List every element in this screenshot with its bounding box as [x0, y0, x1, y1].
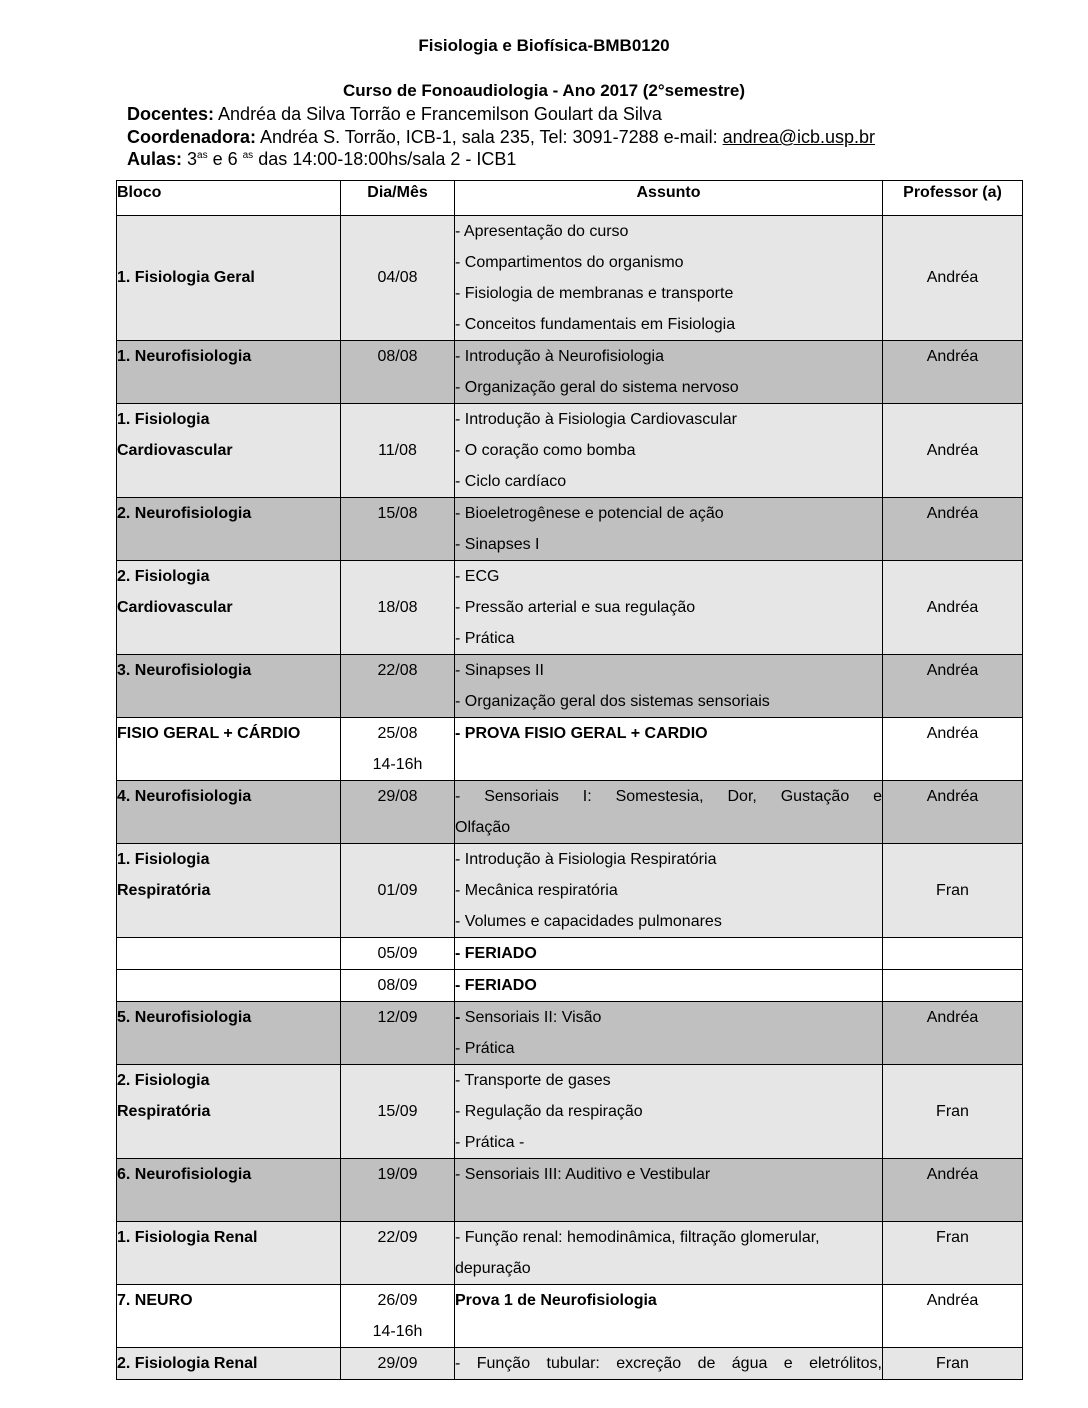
date-text: 22/09	[377, 1229, 418, 1246]
bloco-cell	[117, 404, 341, 498]
bloco-cell	[117, 655, 341, 718]
professor-cell: Fran	[883, 1065, 1023, 1159]
aulas-rest: das 14:00-18:00hs/sala 2 - ICB1	[253, 149, 517, 169]
table-row	[117, 1002, 1023, 1065]
table-row	[117, 970, 1023, 1002]
bloco-text: 2. Fisiologia	[117, 1072, 210, 1089]
table-row	[117, 938, 1023, 970]
subject-line: - Sinapses I	[455, 536, 540, 553]
coordenadora-line	[127, 126, 875, 148]
professor-cell	[883, 1348, 1023, 1380]
empty-line	[455, 1190, 882, 1221]
bloco-cell	[117, 1222, 341, 1285]
professor-text: Fran	[936, 1229, 969, 1246]
professor-text: Andréa	[926, 505, 979, 522]
date-cell: 04/08	[341, 216, 455, 341]
date-cell	[341, 938, 455, 970]
subject-line: - Prática	[455, 1040, 515, 1057]
professor-text: Fran	[936, 1355, 969, 1372]
date-cell: 11/08	[341, 404, 455, 498]
professor-cell	[883, 781, 1023, 844]
docentes-value: Andréa da Silva Torrão e Francemilson Goulart da Silva	[214, 104, 662, 124]
professor-text: Andréa	[926, 1009, 979, 1026]
table-row	[117, 1065, 1023, 1159]
professor-cell	[883, 1002, 1023, 1065]
bloco-cell	[117, 938, 341, 970]
bloco-text: 1. Fisiologia	[117, 411, 210, 428]
date-text: 12/09	[377, 1009, 418, 1026]
subject-line: - Conceitos fundamentais em Fisiologia	[455, 316, 736, 333]
table-row	[117, 1159, 1023, 1222]
bloco-cell	[117, 1285, 341, 1348]
subject-line: - FERIADO	[455, 945, 537, 962]
date-text: 08/08	[377, 348, 418, 365]
bloco-cell	[117, 561, 341, 655]
column-header-dia-mes: Dia/Mês	[341, 181, 455, 216]
bloco-cell	[117, 844, 341, 938]
date-cell	[341, 655, 455, 718]
professor-cell: Andréa	[883, 216, 1023, 341]
docentes-label: Docentes:	[127, 104, 215, 124]
subject-cell	[455, 1348, 883, 1380]
bloco-text: 5. Neurofisiologia	[117, 1009, 252, 1026]
date-cell: 15/09	[341, 1065, 455, 1159]
date-text: 25/08	[377, 725, 418, 742]
date-text: 08/09	[377, 977, 418, 994]
coordenadora-label: Coordenadora:	[127, 127, 257, 147]
subject-line: - Transporte de gases	[455, 1072, 611, 1089]
table-row	[117, 655, 1023, 718]
table-row	[117, 216, 1023, 341]
date-cell	[341, 341, 455, 404]
subject-line: - O coração como bomba	[455, 442, 636, 459]
subject-cell	[455, 938, 883, 970]
subject-line: - Sensoriais III: Auditivo e Vestibular	[455, 1166, 711, 1183]
table-row	[117, 404, 1023, 498]
professor-cell: Andréa	[883, 404, 1023, 498]
email-link[interactable]: andrea@icb.usp.br	[722, 127, 875, 147]
subject-cell	[455, 970, 883, 1002]
date-text: 29/08	[377, 788, 418, 805]
subject-line: - PROVA FISIO GERAL + CARDIO	[455, 725, 708, 742]
subject-line: - Função tubular: excreção de água e eletrólitos,	[455, 1355, 882, 1372]
table-header-row	[117, 181, 1023, 216]
table-row	[117, 781, 1023, 844]
bloco-text: 1. Fisiologia Renal	[117, 1229, 258, 1246]
bloco-text: 3. Neurofisiologia	[117, 662, 252, 679]
column-header-bloco: Bloco	[117, 181, 341, 216]
subject-line: - Organização geral dos sistemas sensoriais	[455, 693, 770, 710]
subject-cell	[455, 718, 883, 781]
professor-text: Andréa	[926, 1292, 979, 1309]
bloco-text: 2. Neurofisiologia	[117, 505, 252, 522]
bloco-text: FISIO GERAL + CÁRDIO	[117, 725, 301, 742]
bloco-text: 2. Fisiologia	[117, 568, 210, 585]
subject-line: - Sensoriais I: Somestesia, Dor, Gustação e	[455, 788, 882, 805]
subject-cell	[455, 655, 883, 718]
date-cell	[341, 1002, 455, 1065]
professor-cell: Fran	[883, 844, 1023, 938]
bloco-text: 1. Neurofisiologia	[117, 348, 252, 365]
date-cell	[341, 498, 455, 561]
subject-line: - Introdução à Fisiologia Respiratória	[455, 851, 717, 868]
date-text: 26/09	[377, 1292, 418, 1309]
bloco-text: 4. Neurofisiologia	[117, 788, 252, 805]
date-text: 19/09	[377, 1166, 418, 1183]
aulas-sup1: as	[197, 150, 208, 161]
subject-line: Prova 1 de Neurofisiologia	[455, 1292, 657, 1309]
aulas-line	[127, 148, 516, 170]
subject-cell	[455, 1002, 883, 1065]
table-row	[117, 844, 1023, 938]
date-cell	[341, 970, 455, 1002]
bloco-text: 6. Neurofisiologia	[117, 1166, 252, 1183]
subject-line: - Introdução à Fisiologia Cardiovascular	[455, 411, 737, 428]
bloco-cell	[117, 781, 341, 844]
document-subtitle: Curso de Fonoaudiologia - Ano 2017 (2°semestre)	[343, 81, 745, 100]
professor-cell	[883, 970, 1023, 1002]
table-row	[117, 341, 1023, 404]
bloco-text: Cardiovascular	[117, 599, 233, 616]
date-cell	[341, 718, 455, 781]
subject-line: - Volumes e capacidades pulmonares	[455, 913, 722, 930]
docentes-line	[127, 103, 662, 125]
professor-cell: Andréa	[883, 561, 1023, 655]
subject-line: - ECG	[455, 568, 500, 585]
bloco-cell	[117, 1348, 341, 1380]
professor-cell	[883, 938, 1023, 970]
subject-line: - Bioeletrogênese e potencial de ação	[455, 505, 724, 522]
date-cell: 18/08	[341, 561, 455, 655]
aulas-label: Aulas:	[127, 149, 183, 169]
bloco-cell	[117, 498, 341, 561]
date-cell	[341, 1222, 455, 1285]
document-title: Fisiologia e Biofísica-BMB0120	[418, 36, 670, 55]
subject-cell	[455, 781, 883, 844]
table-row	[117, 1285, 1023, 1348]
coordenadora-value: Andréa S. Torrão, ICB-1, sala 235, Tel: 3091-7288 e-mail:	[256, 127, 723, 147]
bloco-text: 2. Fisiologia Renal	[117, 1355, 258, 1372]
bloco-cell	[117, 1159, 341, 1222]
bloco-cell	[117, 718, 341, 781]
date-cell	[341, 1285, 455, 1348]
schedule-table	[116, 180, 1023, 1380]
aulas-day1: 3	[182, 149, 198, 169]
subject-line: - Função renal: hemodinâmica, filtração glomerular,	[455, 1229, 820, 1246]
subject-cell	[455, 216, 883, 341]
subject-cell	[455, 844, 883, 938]
professor-text: Andréa	[926, 348, 979, 365]
bloco-text: 1. Fisiologia	[117, 851, 210, 868]
subject-line	[455, 1002, 882, 1033]
subject-line: - Pressão arterial e sua regulação	[455, 599, 696, 616]
table-row	[117, 718, 1023, 781]
bloco-cell	[117, 970, 341, 1002]
table-row	[117, 1222, 1023, 1285]
bloco-text: Cardiovascular	[117, 442, 233, 459]
professor-cell	[883, 341, 1023, 404]
professor-text: Andréa	[926, 662, 979, 679]
bloco-text: 7. NEURO	[117, 1292, 193, 1309]
table-row	[117, 498, 1023, 561]
column-header-assunto: Assunto	[455, 181, 883, 216]
professor-text: Andréa	[926, 725, 979, 742]
bloco-cell	[117, 1065, 341, 1159]
subject-line: - Fisiologia de membranas e transporte	[455, 285, 734, 302]
subject-line: - Mecânica respiratória	[455, 882, 618, 899]
date-cell: 01/09	[341, 844, 455, 938]
subject-cell	[455, 1285, 883, 1348]
subject-line: - FERIADO	[455, 977, 537, 994]
aulas-and: e 6	[207, 149, 243, 169]
date-text: 15/08	[377, 505, 418, 522]
subject-line: - Organização geral do sistema nervoso	[455, 379, 739, 396]
subject-text: Sensoriais II: Visão	[460, 1009, 602, 1026]
bloco-text: Respiratória	[117, 882, 211, 899]
table-row	[117, 1348, 1023, 1380]
bloco-text: Respiratória	[117, 1103, 211, 1120]
date-cell	[341, 1348, 455, 1380]
column-header-professor: Professor (a)	[883, 181, 1023, 216]
subject-line: - Ciclo cardíaco	[455, 473, 567, 490]
professor-text: Andréa	[926, 1166, 979, 1183]
subject-cell	[455, 561, 883, 655]
subject-cell	[455, 341, 883, 404]
professor-cell	[883, 1222, 1023, 1285]
subject-line: Olfação	[455, 819, 511, 836]
subject-line: - Prática -	[455, 1134, 525, 1151]
date-text: 22/08	[377, 662, 418, 679]
subject-line: - Prática	[455, 630, 515, 647]
subject-line: - Introdução à Neurofisiologia	[455, 348, 665, 365]
subject-line: depuração	[455, 1260, 531, 1277]
subject-dash: -	[455, 1009, 461, 1026]
date-cell	[341, 1159, 455, 1222]
professor-cell	[883, 1285, 1023, 1348]
professor-cell	[883, 655, 1023, 718]
time-text: 14-16h	[372, 1323, 423, 1340]
date-text: 05/09	[377, 945, 418, 962]
table-row	[117, 561, 1023, 655]
professor-cell	[883, 498, 1023, 561]
date-text: 29/09	[377, 1355, 418, 1372]
bloco-cell: 1. Fisiologia Geral	[117, 216, 341, 341]
subject-cell	[455, 498, 883, 561]
bloco-cell	[117, 1002, 341, 1065]
professor-cell	[883, 1159, 1023, 1222]
subject-line: - Regulação da respiração	[455, 1103, 643, 1120]
professor-text: Andréa	[926, 788, 979, 805]
subject-line: - Apresentação do curso	[455, 223, 629, 240]
subject-cell	[455, 404, 883, 498]
bloco-cell	[117, 341, 341, 404]
aulas-sup2: as	[242, 150, 254, 161]
subject-cell	[455, 1222, 883, 1285]
subject-cell	[455, 1065, 883, 1159]
subject-cell	[455, 1159, 883, 1222]
date-cell	[341, 781, 455, 844]
professor-cell	[883, 718, 1023, 781]
subject-line: - Compartimentos do organismo	[455, 254, 684, 271]
time-text: 14-16h	[372, 756, 423, 773]
subject-line: - Sinapses II	[455, 662, 544, 679]
